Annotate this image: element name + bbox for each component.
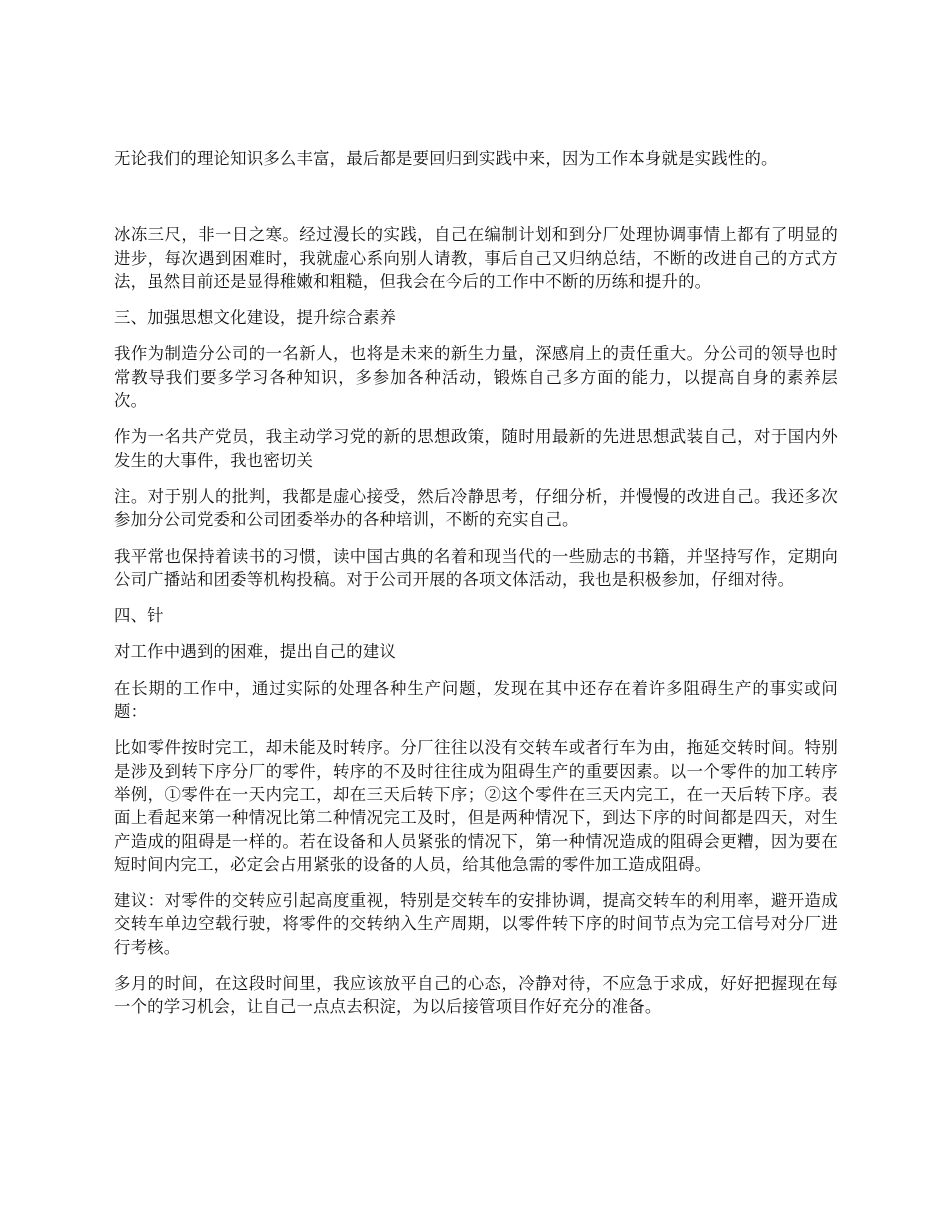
paragraph: 在长期的工作中，通过实际的处理各种生产问题，发现在其中还存在着许多阻碍生产的事实或问题： (114, 678, 838, 722)
section-heading: 三、加强思想文化建设，提升综合素养 (114, 308, 397, 328)
paragraph: 建议：对零件的交转应引起高度重视，特别是交转车的安排协调，提高交转车的利用率，避开造成交转车单边空载行驶，将零件的交转纳入生产周期，以零件转下序的时间节点为完工信号对分厂进行考核。 (114, 891, 838, 957)
paragraph: 多月的时间，在这段时间里，我应该放平自己的心态，冷静对待，不应急于求成，好好把握现在每一个的学习机会，让自己一点点去积淀，为以后接管项目作好充分的准备。 (114, 974, 838, 1017)
paragraph: 比如零件按时完工，却未能及时转序。分厂往往以没有交转车或者行车为由，拖延交转时间。特别是涉及到转下序分厂的零件，转序的不及时往往成为阻碍生产的重要因素。以一个零件的加工转序举例，①零件在一天内完工，却在三天后转下序；②这个零件在三天内完工，在一天后转下序。表面上看起来第一种情况比第二种情况完工及时，但是两种情况下，到达下序的时间都是四天，对生产造成的阻碍是一样的。若在设备和人员紧张的情况下，第一种情况造成的阻碍会更糟，因为要在短时间内完工，必定会占用紧张的设备的人员，给其他急需的零件加工造成阻碍。 (114, 738, 838, 874)
paragraph: 注。对于别人的批判，我都是虚心接受，然后冷静思考，仔细分析，并慢慢的改进自己。我还多次参加分公司党委和公司团委举办的各种培训，不断的充实自己。 (114, 486, 838, 530)
paragraph: 无论我们的理论知识多么丰富，最后都是要回归到实践中来，因为工作本身就是实践性的。 (114, 149, 778, 168)
paragraph: 冰冻三尺，非一日之寒。经过漫长的实践，自己在编制计划和到分厂处理协调事情上都有了明显的进步，每次遇到困难时，我就虚心系向别人请教，事后自己又归纳总结，不断的改进自己的方式方法，虽然目前还是显得稚嫩和粗糙，但我会在今后的工作中不断的历练和提升的。 (114, 225, 838, 291)
paragraph: 对工作中遇到的困难，提出自己的建议 (114, 642, 397, 662)
section-heading: 四、针 (114, 606, 164, 626)
paragraph: 作为一名共产党员，我主动学习党的新的思想政策，随时用最新的先进思想武装自己，对于国内外发生的大事件，我也密切关 (114, 427, 838, 470)
document-page (114, 147, 838, 1032)
paragraph: 我作为制造分公司的一名新人，也将是未来的新生力量，深感肩上的责任重大。分公司的领导也时常教导我们要多学习各种知识，多参加各种活动，锻炼自己多方面的能力，以提高自身的素养层次。 (114, 344, 838, 411)
paragraph: 我平常也保持着读书的习惯，读中国古典的名着和现当代的一些励志的书籍，并坚持写作，定期向公司广播站和团委等机构投稿。对于公司开展的各项文体活动，我也是积极参加，仔细对待。 (114, 546, 838, 589)
